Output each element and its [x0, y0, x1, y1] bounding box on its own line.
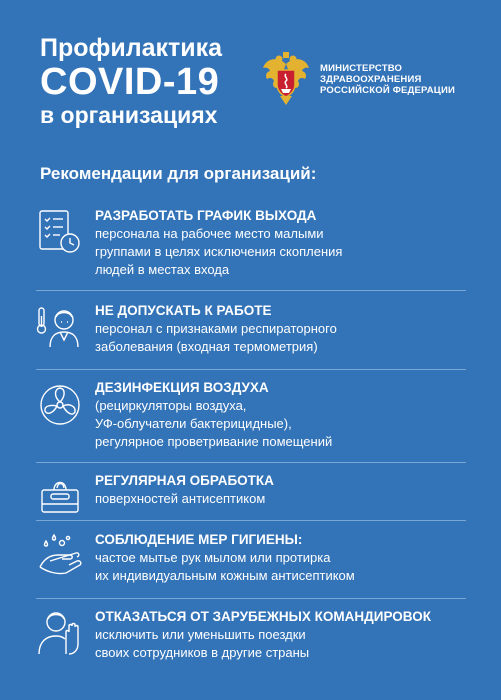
item-line: своих сотрудников в другие страны — [95, 645, 310, 660]
coat-of-arms-icon — [260, 50, 312, 108]
item-line: исключить или уменьшить поездки — [95, 627, 306, 642]
hand-washing-icon — [36, 531, 86, 581]
item-line: их индивидуальным кожным антисептиком — [95, 568, 355, 583]
ministry-line-2: ЗДРАВООХРАНЕНИЯ — [320, 73, 422, 85]
stop-hand-person-icon — [36, 608, 86, 658]
item-text — [95, 608, 475, 662]
divider — [36, 598, 466, 599]
title-line-3: в организациях — [40, 102, 218, 128]
item-line: персонал с признаками респираторного — [95, 321, 337, 336]
ministry-line-1: МИНИСТЕРСТВО — [320, 62, 403, 74]
item-heading: НЕ ДОПУСКАТЬ К РАБОТЕ — [95, 303, 272, 318]
item-line: частое мытье рук мылом или протирка — [95, 550, 331, 565]
wipes-box-icon — [36, 472, 86, 522]
item-line: персонала на рабочее место малыми — [95, 226, 324, 241]
schedule-icon — [36, 207, 86, 257]
item-line: заболевания (входная термометрия) — [95, 339, 318, 354]
divider — [36, 462, 466, 463]
divider — [36, 520, 466, 521]
page-title — [40, 34, 222, 128]
divider — [36, 369, 466, 370]
item-heading: РАЗРАБОТАТЬ ГРАФИК ВЫХОДА — [95, 208, 317, 223]
section-heading: Рекомендации для организаций: — [40, 164, 317, 183]
item-text — [95, 302, 475, 356]
item-heading: РЕГУЛЯРНАЯ ОБРАБОТКА — [95, 473, 274, 488]
item-heading: ОТКАЗАТЬСЯ ОТ ЗАРУБЕЖНЫХ КОМАНДИРОВОК — [95, 609, 431, 624]
thermometer-person-icon — [36, 302, 86, 352]
fan-icon — [36, 379, 86, 429]
item-line: группами в целях исключения скопления — [95, 244, 343, 259]
item-line: поверхностей антисептиком — [95, 491, 266, 506]
item-heading: СОБЛЮДЕНИЕ МЕР ГИГИЕНЫ: — [95, 532, 303, 547]
divider — [36, 290, 466, 291]
title-line-2: COVID-19 — [40, 61, 220, 103]
ministry-name — [320, 63, 455, 96]
item-line: людей в местах входа — [95, 262, 230, 277]
item-text — [95, 379, 475, 451]
title-line-1: Профилактика — [40, 34, 223, 62]
item-line: регулярное проветривание помещений — [95, 434, 333, 449]
item-heading: ДЕЗИНФЕКЦИЯ ВОЗДУХА — [95, 380, 269, 395]
item-text — [95, 207, 475, 279]
ministry-line-3: РОССИЙСКОЙ ФЕДЕРАЦИИ — [320, 84, 456, 96]
item-line: УФ-облучатели бактерицидные), — [95, 416, 292, 431]
item-text — [95, 472, 475, 508]
item-text — [95, 531, 475, 585]
ministry-logo — [260, 50, 455, 108]
item-line: (рециркуляторы воздуха, — [95, 398, 247, 413]
